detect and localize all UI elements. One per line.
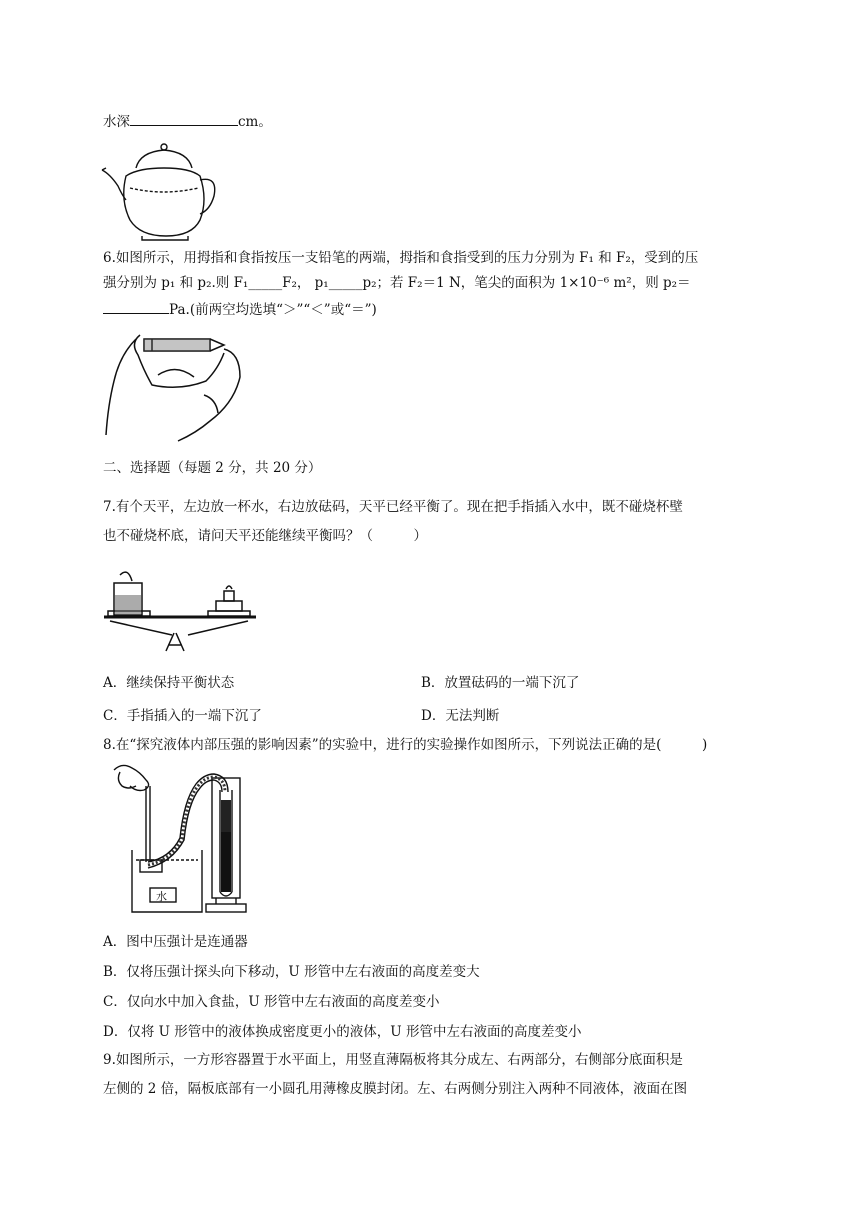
- pressure-gauge-figure: [100, 760, 260, 922]
- q6-line1: 6.如图所示，用拇指和食指按压一支铅笔的两端，拇指和食指受到的压力分别为 F₁ 和 F₂，受到的压: [103, 250, 699, 266]
- q5-suffix: cm。: [238, 114, 272, 130]
- q8-option-d[interactable]: D．仅将 U 形管中的液体换成密度更小的液体，U 形管中左右液面的高度差变小: [103, 1024, 582, 1040]
- q8-option-b[interactable]: B．仅将压强计探头向下移动，U 形管中左右液面的高度差变大: [103, 964, 480, 980]
- q9-line2: 左侧的 2 倍，隔板底部有一小圆孔用薄橡皮膜封闭。左、右两侧分别注入两种不同液体，液面在图: [103, 1081, 688, 1097]
- teapot-figure: [100, 140, 220, 242]
- q7-line2: 也不碰烧杯底，请问天平还能继续平衡吗？（ ）: [103, 528, 427, 544]
- q9-line1: 9.如图所示，一方形容器置于水平面上，用竖直薄隔板将其分成左、右两部分，右侧部分底面积是: [103, 1052, 683, 1068]
- balance-figure: [100, 565, 260, 655]
- pencil-fingers-figure: [100, 325, 250, 445]
- q8-option-c[interactable]: C．仅向水中加入食盐，U 形管中左右液面的高度差变小: [103, 994, 440, 1010]
- section-2-title: 二、选择题（每题 2 分，共 20 分）: [103, 460, 322, 476]
- q6-p2-answer-blank[interactable]: [103, 298, 169, 314]
- q5-prefix: 水深: [103, 114, 130, 130]
- figure-water-label: 水: [156, 890, 167, 903]
- q6-line2: 强分别为 p₁ 和 p₂.则 F₁_____F₂， p₁_____p₂；若 F₂＝1 N，笔尖的面积为 1×10⁻⁶ m²，则 p₂＝: [103, 275, 691, 291]
- q7-option-b[interactable]: B．放置砝码的一端下沉了: [421, 675, 580, 691]
- q6-line3: [103, 298, 377, 320]
- q7-line1: 7.有个天平，左边放一杯水，右边放砝码，天平已经平衡了。现在把手指插入水中，既不碰烧杯壁: [103, 499, 683, 515]
- q7-option-a[interactable]: A．继续保持平衡状态: [103, 675, 235, 691]
- q7-option-c[interactable]: C．手指插入的一端下沉了: [103, 708, 262, 724]
- q7-option-d[interactable]: D．无法判断: [421, 708, 500, 724]
- q8-line1: 8.在“探究液体内部压强的影响因素”的实验中，进行的实验操作如图所示，下列说法正确的是( ): [103, 737, 708, 753]
- q5-answer-blank[interactable]: [130, 110, 238, 126]
- q5-answer-line: [103, 110, 272, 132]
- q8-option-a[interactable]: A．图中压强计是连通器: [103, 934, 248, 950]
- q6-line3-suffix: Pa.(前两空均选填“＞”“＜”或“＝”): [169, 302, 377, 318]
